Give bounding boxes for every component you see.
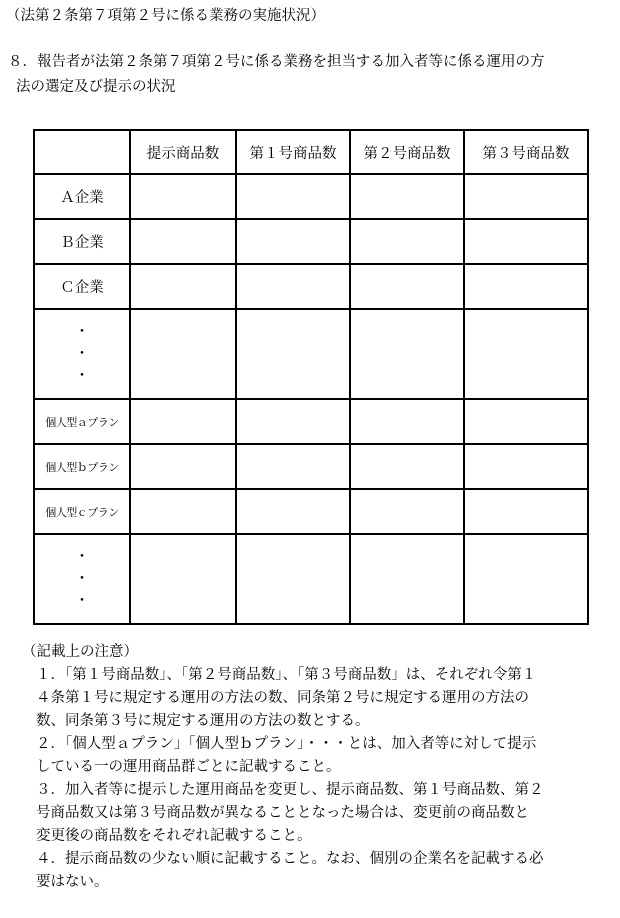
- continuation-dot: ・: [74, 368, 90, 384]
- table-row: [34, 399, 588, 444]
- table-cell: [236, 174, 350, 219]
- note-line: ４条第１号に規定する運用の方法の数、同条第２号に規定する運用の方法の: [36, 690, 529, 706]
- row-label-plan-b: 個人型ｂプラン: [34, 444, 130, 489]
- table-cell: [130, 534, 236, 624]
- section-title: （法第２条第７項第２号に係る業務の実施状況）: [6, 8, 325, 24]
- row-label-plan-a: 個人型ａプラン: [34, 399, 130, 444]
- note-line: 号商品数又は第３号商品数が異なることとなった場合は、変更前の商品数と: [36, 805, 529, 821]
- header-category-2-products: 第２号商品数: [350, 130, 464, 174]
- table-cell: [350, 174, 464, 219]
- continuation-dot: ・: [74, 593, 90, 609]
- table-row-continuation: [34, 309, 588, 399]
- table-cell: [464, 489, 588, 534]
- table-row: [34, 219, 588, 264]
- table-row: [34, 174, 588, 219]
- table-cell: [236, 264, 350, 309]
- table-cell: [350, 444, 464, 489]
- item-heading-line: 法の選定及び提示の状況: [16, 79, 176, 95]
- row-label-company-a: Ａ企業: [34, 174, 130, 219]
- table-cell: [350, 399, 464, 444]
- table-cell: [236, 444, 350, 489]
- note-line: 要はない。: [36, 874, 109, 890]
- table-cell: [350, 489, 464, 534]
- table-cell: [236, 534, 350, 624]
- table-cell: [130, 399, 236, 444]
- table-cell: [464, 444, 588, 489]
- table-row: [34, 444, 588, 489]
- note-item-4: [22, 848, 614, 894]
- table-cell: [464, 264, 588, 309]
- table-cell: [464, 219, 588, 264]
- note-line: 数、同条第３号に規定する運用の方法の数とする。: [36, 713, 370, 729]
- table-cell: [464, 174, 588, 219]
- note-line: している一の運用商品群ごとに記載すること。: [36, 759, 341, 775]
- table-cell: [350, 219, 464, 264]
- product-selection-table: [33, 129, 589, 625]
- notes-title: （記載上の注意）: [22, 644, 138, 660]
- continuation-dot: ・: [74, 346, 90, 362]
- table-cell: [130, 309, 236, 399]
- table-row: [34, 264, 588, 309]
- table-cell: [464, 534, 588, 624]
- item-heading: [8, 50, 612, 100]
- note-line: １．「第１号商品数」、「第２号商品数」、「第３号商品数」は、それぞれ令第１: [36, 667, 537, 683]
- note-item-3: [22, 779, 614, 848]
- row-label-plan-c: 個人型ｃプラン: [34, 489, 130, 534]
- table-cell: [236, 219, 350, 264]
- table-cell: [464, 399, 588, 444]
- note-line: 変更後の商品数をそれぞれ記載すること。: [36, 828, 312, 844]
- table-cell: [350, 534, 464, 624]
- continuation-dot: ・: [74, 571, 90, 587]
- note-line: ２．「個人型ａプラン」「個人型ｂプラン」・・・とは、加入者等に対して提示: [36, 736, 537, 752]
- notes-section: [22, 641, 614, 894]
- table-cell: [130, 489, 236, 534]
- table-cell: [350, 264, 464, 309]
- table-cell: [130, 219, 236, 264]
- table-cell: [130, 444, 236, 489]
- table-row-continuation: [34, 534, 588, 624]
- header-presented-products: 提示商品数: [130, 130, 236, 174]
- header-category-1-products: 第１号商品数: [236, 130, 350, 174]
- table-cell: [236, 489, 350, 534]
- table-cell: [350, 309, 464, 399]
- item-heading-line: ８．報告者が法第２条第７項第２号に係る業務を担当する加入者等に係る運用の方: [8, 54, 545, 70]
- row-label-company-b: Ｂ企業: [34, 219, 130, 264]
- note-line: ４．提示商品数の少ない順に記載すること。なお、個別の企業名を記載する必: [36, 851, 544, 867]
- note-item-2: [22, 733, 614, 779]
- table-cell: [236, 309, 350, 399]
- note-line: ３．加入者等に提示した運用商品を変更し、提示商品数、第１号商品数、第２: [36, 782, 544, 798]
- table-cell: [236, 399, 350, 444]
- table-cell: [464, 309, 588, 399]
- header-category-3-products: 第３号商品数: [464, 130, 588, 174]
- header-corner-cell: [34, 130, 130, 174]
- table-cell: [130, 174, 236, 219]
- table-header-row: [34, 130, 588, 174]
- row-label-continuation-dots: [34, 309, 130, 399]
- table-row: [34, 489, 588, 534]
- table-cell: [130, 264, 236, 309]
- row-label-company-c: Ｃ企業: [34, 264, 130, 309]
- continuation-dot: ・: [74, 549, 90, 565]
- continuation-dot: ・: [74, 324, 90, 340]
- note-item-1: [22, 664, 614, 733]
- row-label-continuation-dots: [34, 534, 130, 624]
